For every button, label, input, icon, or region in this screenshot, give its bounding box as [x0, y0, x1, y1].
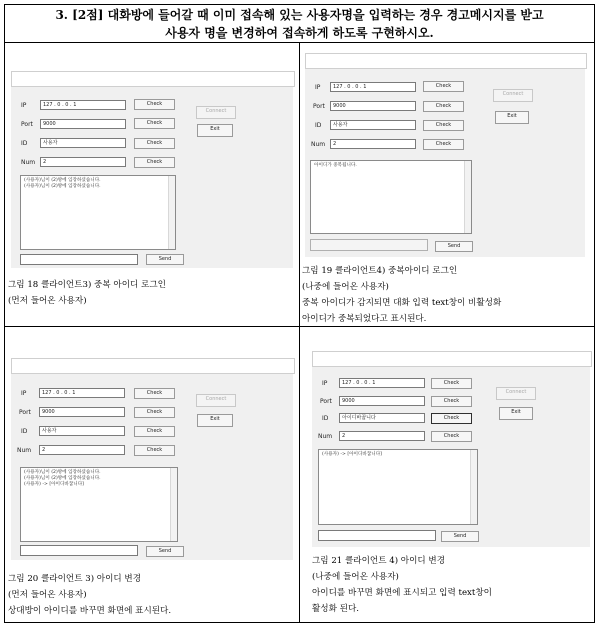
- fig21-caption: [312, 553, 492, 617]
- fig19-num-label: Num: [311, 141, 326, 148]
- fig20-caption: [8, 571, 171, 619]
- fig20-log-scrollbar[interactable]: [170, 468, 177, 541]
- fig19-ip-check-button[interactable]: Check: [423, 81, 464, 92]
- fig20-client-side-panel: [187, 374, 293, 560]
- fig21-num-check-button[interactable]: Check: [431, 431, 472, 442]
- fig20-id-input[interactable]: 사용자: [39, 426, 125, 436]
- fig20-client-window: [11, 374, 187, 560]
- fig19-client-window: [305, 69, 481, 257]
- fig21-client-window: [312, 367, 486, 547]
- fig21-id-label: ID: [322, 415, 329, 422]
- fig19-caption: [302, 263, 501, 327]
- fig20-chat-log: [20, 467, 178, 542]
- fig20-num-check-button[interactable]: Check: [134, 445, 175, 456]
- fig19-caption-title: 그림 19 클라이언트4) 중복아이디 로그인: [302, 266, 458, 276]
- fig19-ip-label: IP: [315, 84, 321, 91]
- fig21-id-input[interactable]: 아이디바꿉니다: [339, 413, 425, 423]
- fig18-log-line: (사용자)님이 (2)방에 입장하셨습니다.: [24, 178, 101, 183]
- fig20-ip-label: IP: [21, 390, 27, 397]
- fig18-num-input[interactable]: 2: [40, 157, 126, 167]
- fig18-exit-button[interactable]: Exit: [197, 124, 233, 137]
- fig18-ip-check-button[interactable]: Check: [134, 99, 175, 110]
- fig19-port-label: Port: [313, 103, 325, 110]
- fig18-caption-title: 그림 18 클라이언트3) 중복 아이디 로그인: [8, 280, 166, 290]
- fig19-port-input[interactable]: 9000: [330, 101, 416, 111]
- fig21-caption-note: (나중에 들어온 사용자): [312, 572, 399, 582]
- fig20-port-check-button[interactable]: Check: [134, 407, 175, 418]
- fig20-port-input[interactable]: 9000: [39, 407, 125, 417]
- fig20-window-titlebar: [11, 358, 295, 374]
- fig21-log-line: (사용자) -> [아이디바꿉니다]: [322, 452, 382, 457]
- fig20-port-label: Port: [19, 409, 31, 416]
- fig21-send-button[interactable]: Send: [441, 531, 479, 542]
- fig21-ip-input[interactable]: 127 . 0 . 0 . 1: [339, 378, 425, 388]
- fig18-num-check-button[interactable]: Check: [134, 157, 175, 168]
- fig20-connect-button[interactable]: Connect: [196, 394, 236, 407]
- table-vertical-divider: [299, 43, 300, 623]
- fig20-caption-title: 그림 20 클라이언트 3) 아이디 변경: [8, 574, 142, 584]
- fig18-message-input[interactable]: [20, 254, 138, 265]
- fig21-message-input[interactable]: [318, 530, 436, 541]
- fig18-port-input[interactable]: 9000: [40, 119, 126, 129]
- fig19-caption-note: (나중에 들어온 사용자): [302, 282, 389, 292]
- fig21-window-titlebar: [312, 351, 592, 367]
- fig19-id-check-button[interactable]: Check: [423, 120, 464, 131]
- fig20-log-line: (사용자)님이 (2)방에 입장하셨습니다.: [24, 470, 101, 475]
- fig19-exit-button[interactable]: Exit: [495, 111, 529, 124]
- fig20-message-input[interactable]: [20, 545, 138, 556]
- fig18-connect-button[interactable]: Connect: [196, 106, 236, 119]
- fig19-ip-input[interactable]: 127 . 0 . 0 . 1: [330, 82, 416, 92]
- fig18-chat-log: [20, 175, 176, 250]
- fig18-send-button[interactable]: Send: [146, 254, 184, 265]
- fig20-send-button[interactable]: Send: [146, 546, 184, 557]
- fig21-caption-desc-1: 아이디를 바꾸면 화면에 표시되고 입력 text창이: [312, 588, 492, 598]
- fig18-window-titlebar: [11, 71, 295, 87]
- table-horizontal-divider: [5, 326, 594, 327]
- fig18-id-check-button[interactable]: Check: [134, 138, 175, 149]
- fig20-exit-button[interactable]: Exit: [197, 414, 233, 427]
- fig19-port-check-button[interactable]: Check: [423, 101, 464, 112]
- fig18-caption: [8, 277, 166, 309]
- fig18-id-label: ID: [21, 140, 28, 147]
- fig19-message-input-disabled[interactable]: [310, 239, 428, 251]
- fig18-log-line: (사용자)님이 (2)방에 입장하셨습니다.: [24, 184, 101, 189]
- fig21-exit-button[interactable]: Exit: [499, 407, 533, 420]
- fig18-caption-note: (먼저 들어온 사용자): [8, 296, 87, 306]
- fig20-ip-input[interactable]: 127 . 0 . 0 . 1: [39, 388, 125, 398]
- fig21-port-check-button[interactable]: Check: [431, 396, 472, 407]
- fig19-num-check-button[interactable]: Check: [423, 139, 464, 150]
- fig19-chat-log: [310, 160, 472, 234]
- fig19-id-label: ID: [315, 122, 322, 129]
- fig21-caption-title: 그림 21 클라이언트 4) 아이디 변경: [312, 556, 446, 566]
- fig19-send-button[interactable]: Send: [435, 241, 473, 252]
- fig18-num-label: Num: [21, 159, 36, 166]
- fig21-caption-desc-2: 활성화 된다.: [312, 604, 359, 614]
- fig20-log-line: (사용자)님이 (2)방에 입장하셨습니다.: [24, 476, 101, 481]
- fig20-id-check-button[interactable]: Check: [134, 426, 175, 437]
- fig20-ip-check-button[interactable]: Check: [134, 388, 175, 399]
- fig20-caption-desc: 상대방이 아이디를 바꾸면 화면에 표시된다.: [8, 606, 172, 616]
- fig20-num-label: Num: [17, 447, 32, 454]
- fig21-client-side-panel: [486, 367, 590, 547]
- fig19-num-input[interactable]: 2: [330, 139, 416, 149]
- fig21-num-label: Num: [318, 433, 333, 440]
- fig19-log-line: 아이디가 중복됩니다.: [314, 163, 357, 168]
- fig21-port-input[interactable]: 9000: [339, 396, 425, 406]
- fig18-port-check-button[interactable]: Check: [134, 118, 175, 129]
- fig19-log-scrollbar[interactable]: [464, 161, 471, 233]
- fig20-num-input[interactable]: 2: [39, 445, 125, 455]
- fig18-client-window: [11, 87, 187, 268]
- fig18-port-label: Port: [21, 121, 33, 128]
- fig21-connect-button[interactable]: Connect: [496, 387, 536, 400]
- problem-title: [5, 5, 594, 43]
- fig18-ip-label: IP: [21, 102, 27, 109]
- fig21-id-check-button[interactable]: Check: [431, 413, 472, 424]
- fig20-log-line: (사용자) -> [아이디바꿉니다]: [24, 482, 84, 487]
- fig21-ip-check-button[interactable]: Check: [431, 378, 472, 389]
- fig19-connect-button[interactable]: Connect: [493, 89, 533, 102]
- fig19-caption-desc-1: 중복 아이디가 감지되면 대화 입력 text창이 비활성화: [302, 298, 502, 308]
- fig21-chat-log: [318, 449, 478, 525]
- fig19-client-side-panel: [481, 69, 585, 257]
- fig19-window-titlebar: [305, 53, 587, 69]
- fig20-caption-note: (먼저 들어온 사용자): [8, 590, 87, 600]
- fig20-id-label: ID: [21, 428, 28, 435]
- fig21-num-input[interactable]: 2: [339, 431, 425, 441]
- fig21-port-label: Port: [320, 398, 332, 405]
- fig19-caption-desc-2: 아이디가 중복되었다고 표시된다.: [302, 314, 427, 324]
- title-line-1: 3. [2점] 대화방에 들어갈 때 이미 접속해 있는 사용자명을 입력하는 경우 경고메시지를 받고: [55, 8, 544, 22]
- title-line-2: 사용자 명을 변경하여 접속하게 하도록 구현하시오.: [165, 26, 434, 40]
- fig19-id-input[interactable]: 사용자: [330, 120, 416, 130]
- fig21-log-scrollbar[interactable]: [470, 450, 477, 524]
- fig18-log-scrollbar[interactable]: [168, 176, 175, 249]
- document-page: [4, 4, 595, 623]
- fig18-ip-input[interactable]: 127 . 0 . 0 . 1: [40, 100, 126, 110]
- fig21-ip-label: IP: [322, 380, 328, 387]
- fig18-client-side-panel: [187, 87, 293, 268]
- fig18-id-input[interactable]: 사용자: [40, 138, 126, 148]
